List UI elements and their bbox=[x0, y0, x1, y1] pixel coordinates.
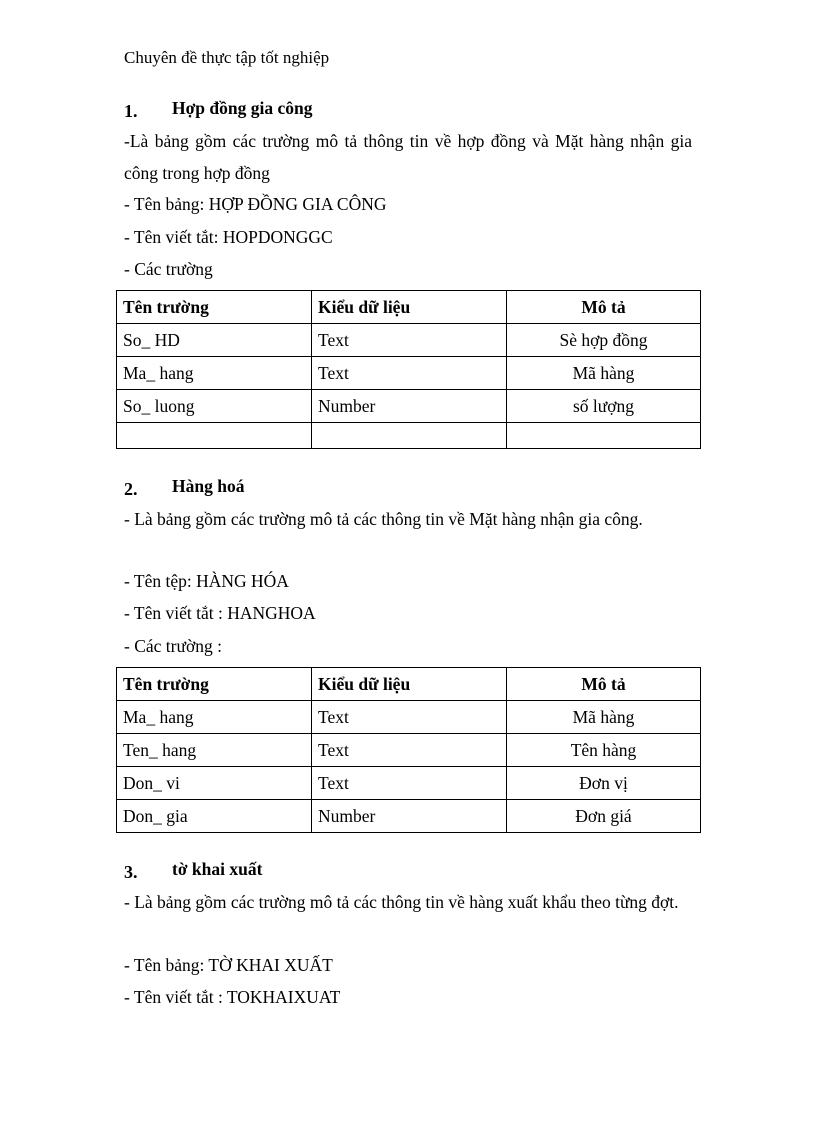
table-cell: Text bbox=[312, 734, 507, 767]
table-row bbox=[117, 357, 701, 390]
table-cell: Number bbox=[312, 390, 507, 423]
table-cell: Ma_ hang bbox=[117, 701, 312, 734]
header-cell: Tên trường bbox=[117, 668, 312, 701]
table-cell: Text bbox=[312, 767, 507, 800]
table-header-row bbox=[117, 291, 701, 324]
table-cell: Ten_ hang bbox=[117, 734, 312, 767]
table-cell: Sè hợp đồng bbox=[507, 324, 701, 357]
table-row bbox=[117, 324, 701, 357]
table-cell: Ma_ hang bbox=[117, 357, 312, 390]
section-1-table-name: - Tên bảng: HỢP ĐỒNG GIA CÔNG bbox=[124, 194, 387, 214]
table-header-row bbox=[117, 668, 701, 701]
table-cell: Mã hàng bbox=[507, 701, 701, 734]
table-cell: số lượng bbox=[507, 390, 701, 423]
table-cell: So_ HD bbox=[117, 324, 312, 357]
section-3-description: - Là bảng gồm các trường mô tả các thông tin về hàng xuất khẩu theo từng đợt. bbox=[124, 892, 679, 912]
section-1-description: -Là bảng gồm các trường mô tả thông tin về hợp đồng và Mặt hàng nhận gia công trong hợp đồng bbox=[124, 131, 692, 183]
header-cell: Tên trường bbox=[117, 291, 312, 324]
table-row bbox=[117, 423, 701, 449]
table-cell: Text bbox=[312, 357, 507, 390]
table-cell: So_ luong bbox=[117, 390, 312, 423]
header-cell: Kiểu dữ liệu bbox=[312, 668, 507, 701]
section-2-short-name: - Tên viết tắt : HANGHOA bbox=[124, 603, 316, 623]
table-row bbox=[117, 800, 701, 833]
section-2-title: Hàng hoá bbox=[172, 476, 245, 496]
section-2-fields-table bbox=[116, 667, 701, 833]
table-cell: Number bbox=[312, 800, 507, 833]
section-1-fields-table bbox=[116, 290, 701, 449]
section-1-fields-label: - Các trường bbox=[124, 259, 213, 279]
table-row bbox=[117, 767, 701, 800]
table-row bbox=[117, 734, 701, 767]
section-1-number: 1. bbox=[124, 101, 138, 121]
table-cell bbox=[117, 423, 312, 449]
table-cell: Đơn vị bbox=[507, 767, 701, 800]
table-cell: Tên hàng bbox=[507, 734, 701, 767]
section-1-short-name: - Tên viết tắt: HOPDONGGC bbox=[124, 227, 333, 247]
table-row bbox=[117, 390, 701, 423]
table-cell: Text bbox=[312, 324, 507, 357]
table-cell bbox=[312, 423, 507, 449]
section-3-table-name: - Tên bảng: TỜ KHAI XUẤT bbox=[124, 955, 333, 975]
table-cell: Don_ vi bbox=[117, 767, 312, 800]
header-cell: Mô tả bbox=[507, 291, 701, 324]
section-2-number: 2. bbox=[124, 479, 138, 499]
table-cell: Text bbox=[312, 701, 507, 734]
section-2-description: - Là bảng gồm các trường mô tả các thông tin về Mặt hàng nhận gia công. bbox=[124, 509, 643, 529]
section-3-title: tờ khai xuất bbox=[172, 859, 263, 879]
section-2-table-name: - Tên tệp: HÀNG HÓA bbox=[124, 571, 289, 591]
section-3-number: 3. bbox=[124, 862, 138, 882]
table-cell: Mã hàng bbox=[507, 357, 701, 390]
table-cell: Don_ gia bbox=[117, 800, 312, 833]
section-3-short-name: - Tên viết tắt : TOKHAIXUAT bbox=[124, 987, 341, 1007]
header-cell: Kiểu dữ liệu bbox=[312, 291, 507, 324]
header-cell: Mô tả bbox=[507, 668, 701, 701]
section-1-title: Hợp đồng gia công bbox=[172, 98, 313, 118]
table-cell: Đơn giá bbox=[507, 800, 701, 833]
table-cell bbox=[507, 423, 701, 449]
page-header: Chuyên đề thực tập tốt nghiệp bbox=[124, 48, 330, 67]
section-2-fields-label: - Các trường : bbox=[124, 636, 222, 656]
table-row bbox=[117, 701, 701, 734]
